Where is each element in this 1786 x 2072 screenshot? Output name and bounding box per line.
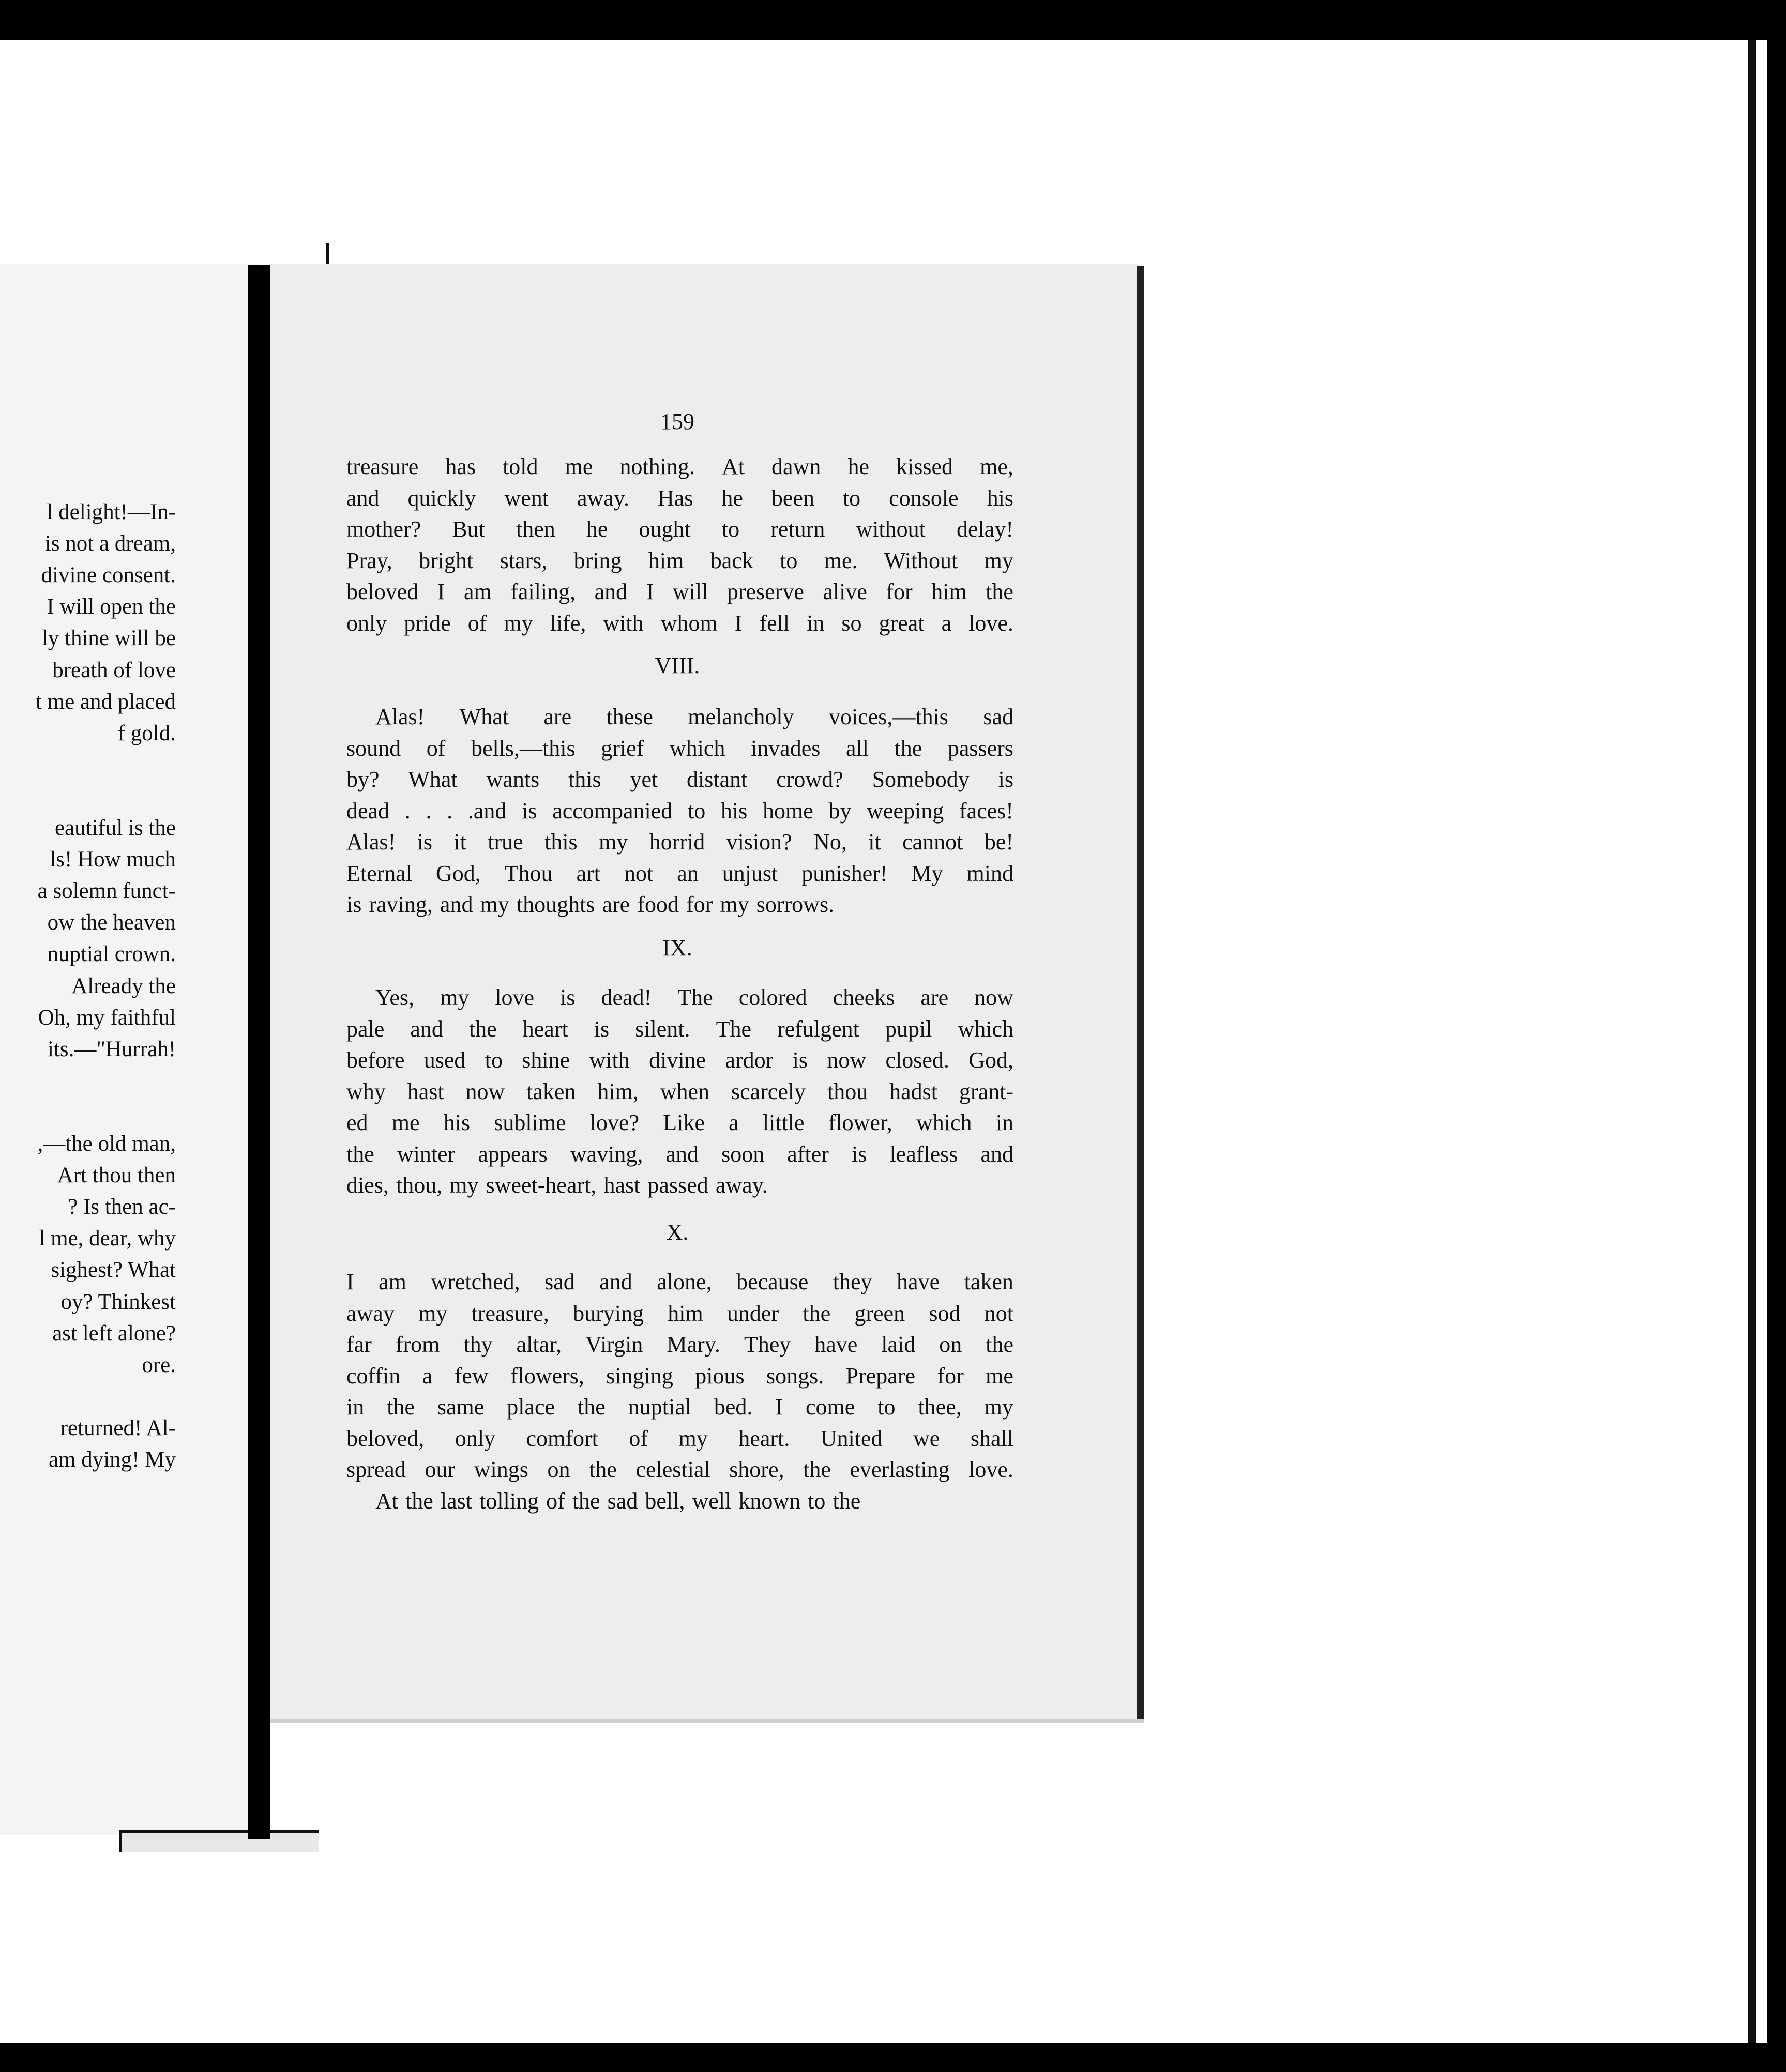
- text-line: dead . . . .and is accompanied to his home by weeping faces!: [346, 798, 1013, 824]
- left-page-line: returned! Al-: [60, 1415, 176, 1440]
- text-line: pale and the heart is silent. The refulgent pupil which: [346, 1016, 1013, 1042]
- text-line: Yes, my love is dead! The colored cheeks are now: [375, 985, 1013, 1010]
- paragraph-x: [346, 1267, 1013, 1517]
- text-line: by? What wants this yet distant crowd? Somebody is: [346, 767, 1013, 792]
- left-page-line: l delight!—In-: [47, 500, 176, 524]
- left-page-line: ow the heaven: [47, 910, 176, 935]
- section-heading-ix: IX.: [662, 935, 692, 961]
- text-line: coffin a few flowers, singing pious songs. Prepare for me: [346, 1363, 1013, 1389]
- scan-border-top: [0, 0, 1786, 40]
- left-page-line: Already the: [71, 973, 176, 998]
- left-page-line: oy? Thinkest: [60, 1289, 176, 1314]
- left-page-line: breath of love: [52, 658, 176, 682]
- left-page-line: t me and placed: [35, 689, 176, 714]
- text-line: beloved I am failing, and I will preserve alive for him the: [346, 579, 1013, 604]
- paragraph-ix: [346, 982, 1013, 1201]
- scan-border-right: [1767, 0, 1786, 2072]
- text-line: Alas! is it true this my horrid vision? No, it cannot be!: [346, 829, 1013, 855]
- text-line: spread our wings on the celestial shore, the everlasting love.: [346, 1457, 1013, 1482]
- left-page-line: sighest? What: [51, 1258, 176, 1283]
- scan-border-right-inner: [1748, 40, 1756, 2043]
- text-line: is raving, and my thoughts are food for my sorrows.: [346, 892, 835, 917]
- left-page-line: I will open the: [47, 595, 176, 619]
- text-line: treasure has told me nothing. At dawn he kissed me,: [346, 454, 1013, 479]
- left-page-line: ore.: [142, 1352, 176, 1377]
- left-page-line: Oh, my faithful: [38, 1005, 176, 1030]
- text-line: At the last tolling of the sad bell, well known to the: [375, 1488, 861, 1514]
- page-number: 159: [660, 409, 694, 434]
- left-page-text-column: [0, 0, 259, 2072]
- text-line: away my treasure, burying him under the green sod not: [346, 1300, 1013, 1326]
- left-page-line: is not a dream,: [44, 531, 176, 556]
- text-line: ed me his sublime love? Like a little flower, which in: [346, 1110, 1013, 1135]
- text-line: only pride of my life, with whom I fell in so great a love.: [346, 610, 1013, 636]
- left-page-line: f gold.: [117, 721, 176, 745]
- paragraph-viii: [346, 702, 1013, 921]
- left-page-line: l me, dear, why: [39, 1226, 176, 1251]
- text-line: Eternal God, Thou art not an unjust punisher! My mind: [346, 860, 1013, 886]
- text-line: far from thy altar, Virgin Mary. They have laid on the: [346, 1332, 1013, 1357]
- text-line: Pray, bright stars, bring him back to me. Without my: [346, 547, 1013, 573]
- left-page-line: eautiful is the: [54, 816, 176, 840]
- text-line: and quickly went away. Has he been to console his: [346, 485, 1013, 511]
- text-line: before used to shine with divine ardor is now closed. God,: [346, 1047, 1013, 1073]
- scan-border-bottom: [0, 2043, 1786, 2072]
- text-line: the winter appears waving, and soon after is leafless and: [346, 1141, 1013, 1167]
- main-page-bottom-edge: [270, 1719, 1144, 1723]
- left-page-line: Art thou then: [57, 1163, 176, 1188]
- left-page-line: a solemn funct-: [37, 879, 176, 904]
- left-page-line: ? Is then ac-: [68, 1195, 176, 1220]
- text-line: mother? But then he ought to return without delay!: [346, 516, 1013, 542]
- text-line: dies, thou, my sweet-heart, hast passed away.: [346, 1172, 768, 1198]
- left-page-line: ast left alone?: [52, 1321, 176, 1346]
- text-line: I am wretched, sad and alone, because they have taken: [346, 1269, 1013, 1294]
- text-line: sound of bells,—this grief which invades all the passers: [346, 735, 1013, 761]
- left-page-line: am dying! My: [48, 1448, 176, 1472]
- left-page-line: nuptial crown.: [47, 942, 176, 967]
- left-page-line: divine consent.: [41, 563, 176, 588]
- left-page-line: its.—"Hurrah!: [47, 1037, 176, 1061]
- paragraph-continuation: [346, 451, 1013, 639]
- text-line: beloved, only comfort of my heart. United we shall: [346, 1425, 1013, 1451]
- section-heading-viii: VIII.: [655, 653, 700, 678]
- text-line: in the same place the nuptial bed. I come to thee, my: [346, 1394, 1013, 1420]
- left-page-line: ,—the old man,: [37, 1132, 176, 1156]
- left-page-line: ly thine will be: [41, 626, 176, 651]
- main-page-edge: [1137, 266, 1144, 1719]
- left-page-line: ls! How much: [50, 847, 176, 872]
- text-line: Alas! What are these melancholy voices,—this sad: [375, 704, 1013, 729]
- section-heading-x: X.: [666, 1220, 689, 1245]
- text-line: why hast now taken him, when scarcely thou hadst grant-: [346, 1078, 1013, 1104]
